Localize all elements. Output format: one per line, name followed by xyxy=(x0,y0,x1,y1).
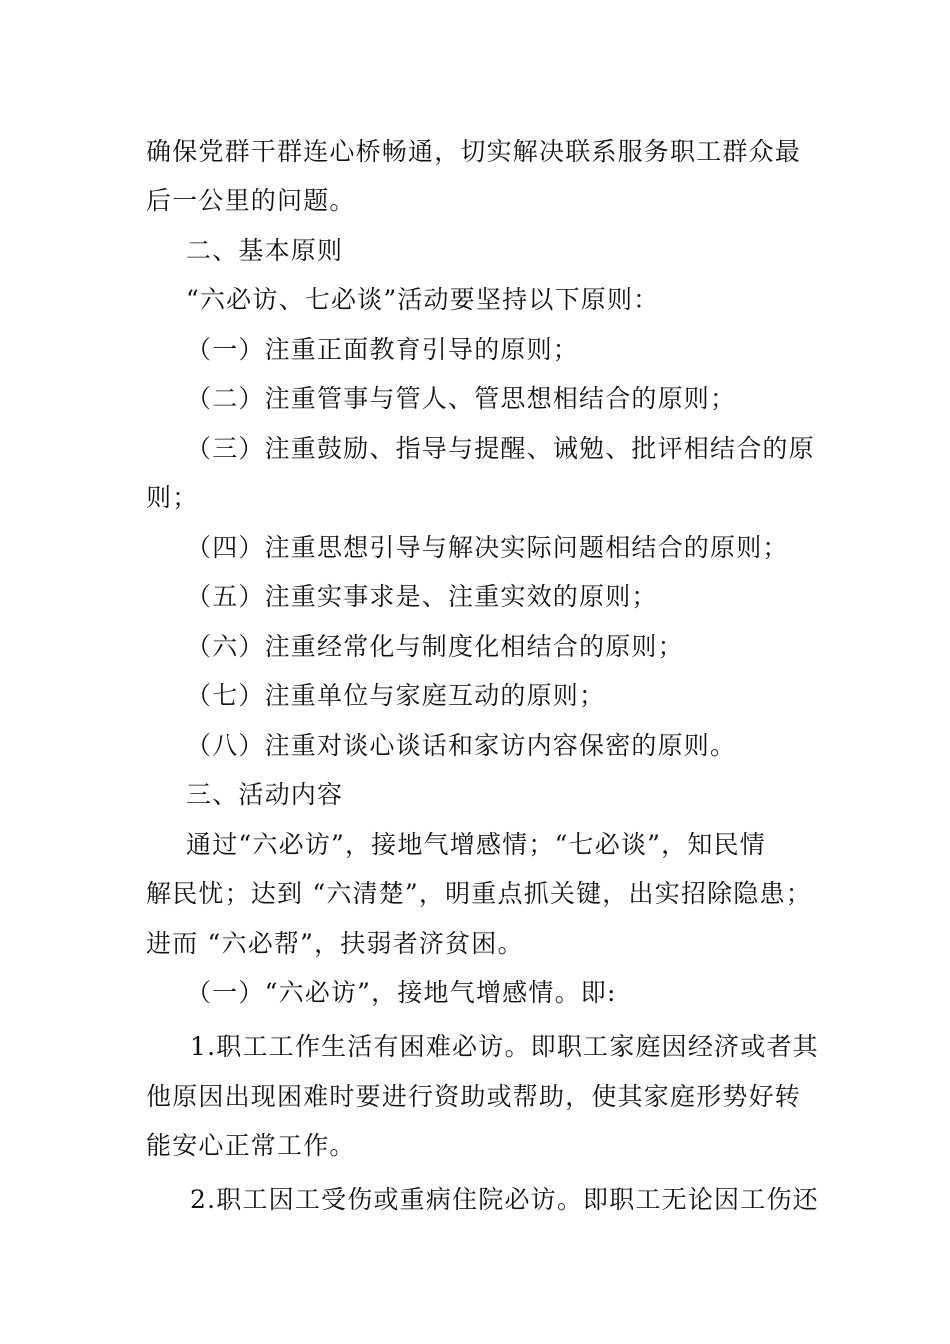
paragraph-line: 进而 “六必帮”，扶弱者济贫困。 xyxy=(146,929,524,958)
paragraph-line: 通过“六必访”，接地气增感情；“七必谈”，知民情 xyxy=(186,830,766,859)
principle-item: （七）注重单位与家庭互动的原则； xyxy=(186,681,606,710)
paragraph-line: “六必访、七必谈”活动要坚持以下原则： xyxy=(186,285,660,314)
paragraph-line: 后一公里的问题。 xyxy=(146,186,356,215)
principle-item: （八）注重对谈心谈话和家访内容保密的原则。 xyxy=(186,731,737,760)
paragraph-line: 则； xyxy=(146,483,199,512)
numbered-item: 1.职工工作生活有困难必访。即职工家庭因经济或者其 xyxy=(190,1032,819,1061)
principle-item: （六）注重经常化与制度化相结合的原则； xyxy=(186,632,684,661)
paragraph-line: 解民忧；达到 “六清楚”，明重点抓关键，出实招除隐患； xyxy=(146,879,812,908)
principle-item: （五）注重实事求是、注重实效的原则； xyxy=(186,582,658,611)
paragraph-line: 他原因出现困难时要进行资助或帮助，使其家庭形势好转 xyxy=(146,1082,802,1111)
paragraph-line: 确保党群干群连心桥畅通，切实解决联系服务职工群众最 xyxy=(146,137,802,166)
section-heading: 二、基本原则 xyxy=(186,236,344,265)
section-heading: 三、活动内容 xyxy=(186,780,344,809)
principle-item: （三）注重鼓励、指导与提醒、诫勉、批评相结合的原 xyxy=(186,434,815,463)
principle-item: （一）注重正面教育引导的原则； xyxy=(186,335,580,364)
principle-item: （二）注重管事与管人、管思想相结合的原则； xyxy=(186,384,737,413)
numbered-item: 2.职工因工受伤或重病住院必访。即职工无论因工伤还 xyxy=(190,1185,819,1214)
subsection-heading: （一）“六必访”，接地气增感情。即: xyxy=(186,978,617,1007)
principle-item: （四）注重思想引导与解决实际问题相结合的原则； xyxy=(186,533,789,562)
paragraph-line: 能安心正常工作。 xyxy=(146,1131,356,1160)
